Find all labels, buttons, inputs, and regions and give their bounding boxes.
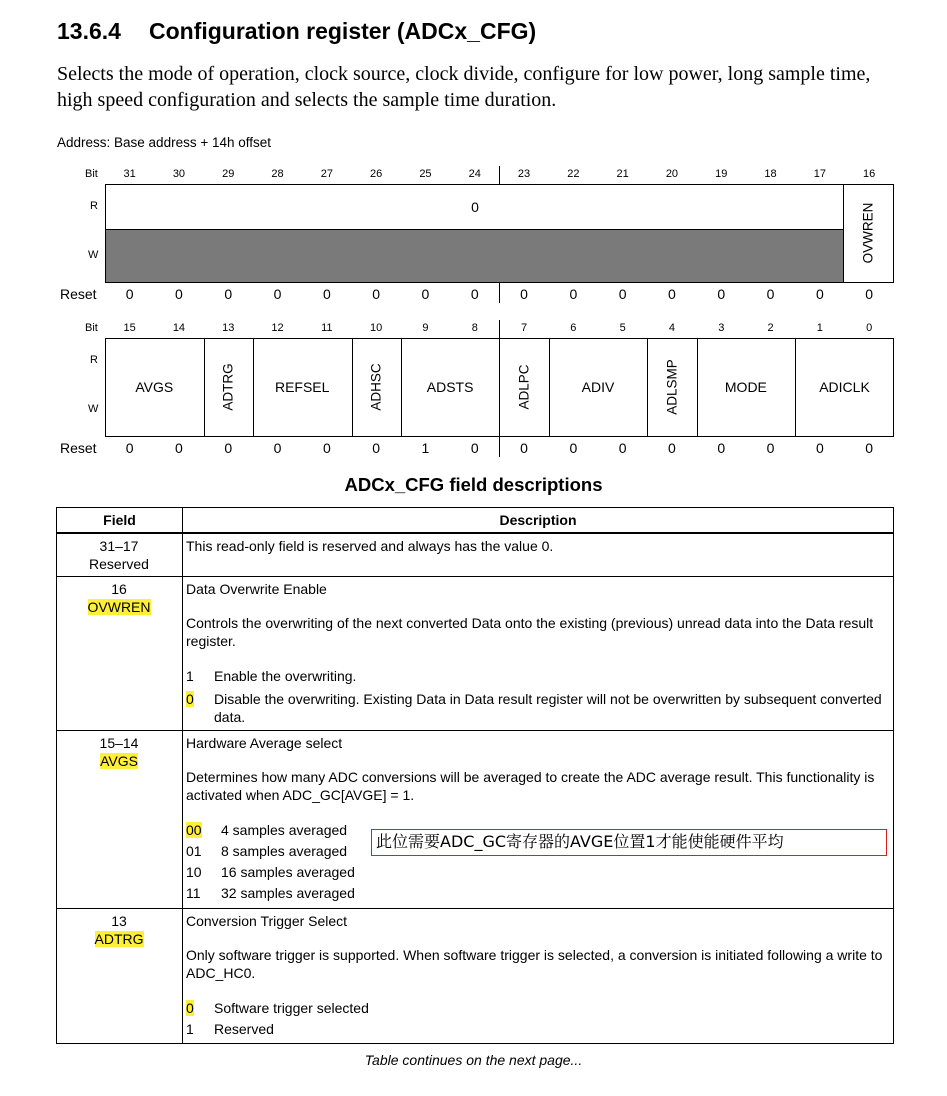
- field-cell: [57, 731, 183, 909]
- bit-label: Bit: [85, 168, 98, 180]
- reset-value: 0: [618, 440, 627, 456]
- bit-number: 11: [321, 322, 333, 334]
- reset-value: 0: [224, 286, 233, 302]
- reset-value: 0: [421, 286, 430, 302]
- bit-number: 17: [813, 168, 826, 180]
- bit-number: 28: [271, 168, 284, 180]
- reset-value: 0: [322, 286, 331, 302]
- reset-value: 0: [470, 440, 479, 456]
- bit-number: 18: [764, 168, 777, 180]
- reset-value: 0: [273, 286, 282, 302]
- field-adtrg: ADTRG: [220, 363, 236, 411]
- description-cell: [183, 731, 894, 909]
- reset-value: 0: [766, 440, 775, 456]
- bit-number: 30: [172, 168, 186, 180]
- bit-number: 7: [520, 322, 528, 334]
- field-name: ADTRG: [94, 931, 144, 947]
- table-row: [57, 533, 894, 577]
- value-text: 4 samples averaged: [221, 822, 348, 838]
- reset-value: 0: [717, 440, 726, 456]
- field-divider: [499, 338, 500, 437]
- reset-value: 0: [224, 440, 233, 456]
- table-title: ADCx_CFG field descriptions: [344, 474, 603, 495]
- reset-value: 0: [322, 440, 331, 456]
- field-divider: [204, 338, 205, 437]
- reset-value: 0: [569, 286, 578, 302]
- reset-value: 0: [273, 440, 282, 456]
- bit-number: 23: [517, 168, 531, 180]
- field-cell: [57, 577, 183, 731]
- field-cell: [57, 909, 183, 1044]
- bit-number: 13: [222, 322, 235, 334]
- reset-value: 0: [668, 440, 676, 456]
- value-text: Reserved: [214, 1021, 274, 1037]
- field-divider: [253, 338, 254, 437]
- bit-number: 26: [370, 168, 383, 180]
- write-label: W: [88, 403, 99, 415]
- reset-value: 0: [175, 440, 183, 456]
- handwritten-annotation-note: 此位需要ADC_GC寄存器的AVGE位置1才能使能硬件平均: [371, 829, 887, 856]
- description-text: Only software trigger is supported. When software trigger is selected, a conversion is initiated following a write to ADC_HC0.: [186, 947, 883, 981]
- byte-divider: [499, 320, 500, 338]
- field-mode: MODE: [724, 379, 767, 395]
- bit-number: 1: [816, 322, 823, 334]
- reset-value: 0: [766, 286, 775, 302]
- reset-value: 1: [421, 440, 430, 456]
- field-name: OVWREN: [87, 599, 151, 615]
- field-adlpc: ADLPC: [516, 364, 532, 410]
- value-item: [186, 690, 889, 726]
- reset-value: 0: [520, 440, 528, 456]
- field-bits: 16: [111, 581, 127, 597]
- byte-divider: [499, 437, 500, 457]
- value-item: [186, 862, 889, 883]
- bit-number: 24: [468, 168, 481, 180]
- field-descriptions-table: [56, 507, 894, 1044]
- reset-value: 0: [815, 286, 824, 302]
- field-adlsmp: ADLSMP: [664, 359, 680, 415]
- bit-number: 14: [172, 322, 186, 334]
- value-text: 16 samples averaged: [221, 864, 355, 880]
- bit-number: 8: [471, 322, 478, 334]
- section-number: 13.6.4: [57, 18, 121, 44]
- write-label: W: [88, 249, 99, 261]
- reset-value: 0: [717, 286, 726, 302]
- value-text: Disable the overwriting. Existing Data in Data result register will not be overwritten by subsequent converted data.: [214, 691, 882, 725]
- bit-number: 3: [718, 322, 725, 334]
- description-cell: [183, 577, 894, 731]
- reset-value: 0: [618, 286, 627, 302]
- reset-value: 0: [125, 286, 134, 302]
- field-avgs: AVGS: [135, 379, 174, 395]
- value-item: [186, 1019, 889, 1040]
- section-title-text: Configuration register (ADCx_CFG): [149, 18, 537, 44]
- field-divider: [401, 338, 402, 437]
- bit-number: 0: [866, 322, 873, 334]
- reset-value: 0: [372, 440, 381, 456]
- table-continues-note: Table continues on the next page...: [364, 1052, 583, 1068]
- bit-label: Bit: [85, 322, 98, 334]
- value-code: 1: [186, 668, 194, 684]
- reset-value: 0: [815, 440, 824, 456]
- field-adsts: ADSTS: [426, 379, 474, 395]
- reset-value: 0: [372, 286, 381, 302]
- description-text: Determines how many ADC conversions will be averaged to create the ADC average result. This functionality is activated when ADC_GC[AVGE] = 1.: [186, 769, 875, 803]
- field-adiclk: ADICLK: [819, 379, 870, 395]
- bit-number: 19: [715, 168, 728, 180]
- field-refsel: REFSEL: [274, 379, 330, 395]
- bit-number: 21: [616, 168, 629, 180]
- field-divider: [697, 338, 698, 437]
- field-divider: [352, 338, 353, 437]
- reset-value: 0: [865, 286, 874, 302]
- field-bits: 13: [111, 913, 127, 929]
- value-text: 32 samples averaged: [221, 885, 355, 901]
- field-divider: [647, 338, 648, 437]
- reset-value: 0: [569, 440, 578, 456]
- bit-number: 29: [222, 168, 235, 180]
- reset-value: 0: [668, 286, 676, 302]
- reset-value: 0: [865, 440, 874, 456]
- bit-number: 15: [123, 322, 136, 334]
- value-text: Enable the overwriting.: [214, 668, 357, 684]
- bit-number: 12: [271, 322, 284, 334]
- reset-value: 0: [125, 440, 134, 456]
- field-name: AVGS: [100, 753, 138, 769]
- read-label: R: [90, 354, 98, 366]
- field-ovwren: OVWREN: [860, 202, 876, 264]
- read-label: R: [90, 200, 98, 212]
- field-adhsc: ADHSC: [368, 363, 384, 411]
- description-title: Hardware Average select: [186, 735, 343, 751]
- value-code: 01: [186, 843, 202, 859]
- field-bits: 15–14: [99, 735, 139, 751]
- bit-number: 31: [123, 168, 136, 180]
- description-cell: [183, 533, 894, 577]
- bit-number: 10: [370, 322, 383, 334]
- bit-number: 27: [320, 168, 333, 180]
- reset-label: Reset: [60, 440, 97, 456]
- field-cell: [57, 533, 183, 577]
- value-code: 00: [186, 822, 202, 838]
- value-item: [186, 998, 889, 1019]
- bit-number: 9: [422, 322, 429, 334]
- field-bits: 31–17: [99, 538, 139, 554]
- register-diagram-lower: [0, 0, 947, 470]
- description-text: This read-only field is reserved and always has the value 0.: [186, 538, 554, 554]
- description-cell: [183, 909, 894, 1044]
- description-text: Controls the overwriting of the next converted Data onto the existing (previous) unread data into the Data result register.: [186, 615, 874, 649]
- value-text: Software trigger selected: [214, 1000, 369, 1016]
- reset-label: Reset: [60, 286, 97, 302]
- bit-number: 16: [863, 168, 876, 180]
- description-title: Data Overwrite Enable: [186, 581, 327, 597]
- table-row: [57, 731, 894, 909]
- table-row: [57, 909, 894, 1044]
- value-code: 1: [186, 1021, 194, 1037]
- reserved-read-value: 0: [471, 199, 479, 215]
- field-name: Reserved: [89, 556, 149, 572]
- bit-number: 22: [567, 168, 580, 180]
- value-code: 10: [186, 864, 202, 880]
- value-code: 11: [186, 885, 201, 901]
- reset-value: 0: [175, 286, 183, 302]
- reset-value: 0: [470, 286, 479, 302]
- bit-number: 5: [619, 322, 626, 334]
- bit-number: 20: [665, 168, 679, 180]
- header-field: Field: [57, 508, 183, 534]
- header-description: Description: [183, 508, 894, 534]
- table-row: [57, 577, 894, 731]
- value-code: 0: [186, 1000, 194, 1016]
- value-text: 8 samples averaged: [221, 843, 348, 859]
- field-divider: [549, 338, 550, 437]
- field-adiv: ADIV: [581, 379, 615, 395]
- register-address: Address: Base address + 14h offset: [57, 135, 272, 150]
- bit-number: 4: [668, 322, 675, 334]
- field-divider: [795, 338, 796, 437]
- bit-number: 25: [419, 168, 432, 180]
- bit-number: 2: [767, 322, 774, 334]
- bit-number: 6: [570, 322, 577, 334]
- intro-paragraph: Selects the mode of operation, clock source, clock divide, configure for low power, long sample time, high speed configuration and selects the sample time duration.: [57, 63, 871, 111]
- value-code: 0: [186, 691, 194, 707]
- description-title: Conversion Trigger Select: [186, 913, 348, 929]
- value-item: [186, 666, 889, 687]
- reset-value: 0: [520, 286, 528, 302]
- value-item: [186, 883, 889, 904]
